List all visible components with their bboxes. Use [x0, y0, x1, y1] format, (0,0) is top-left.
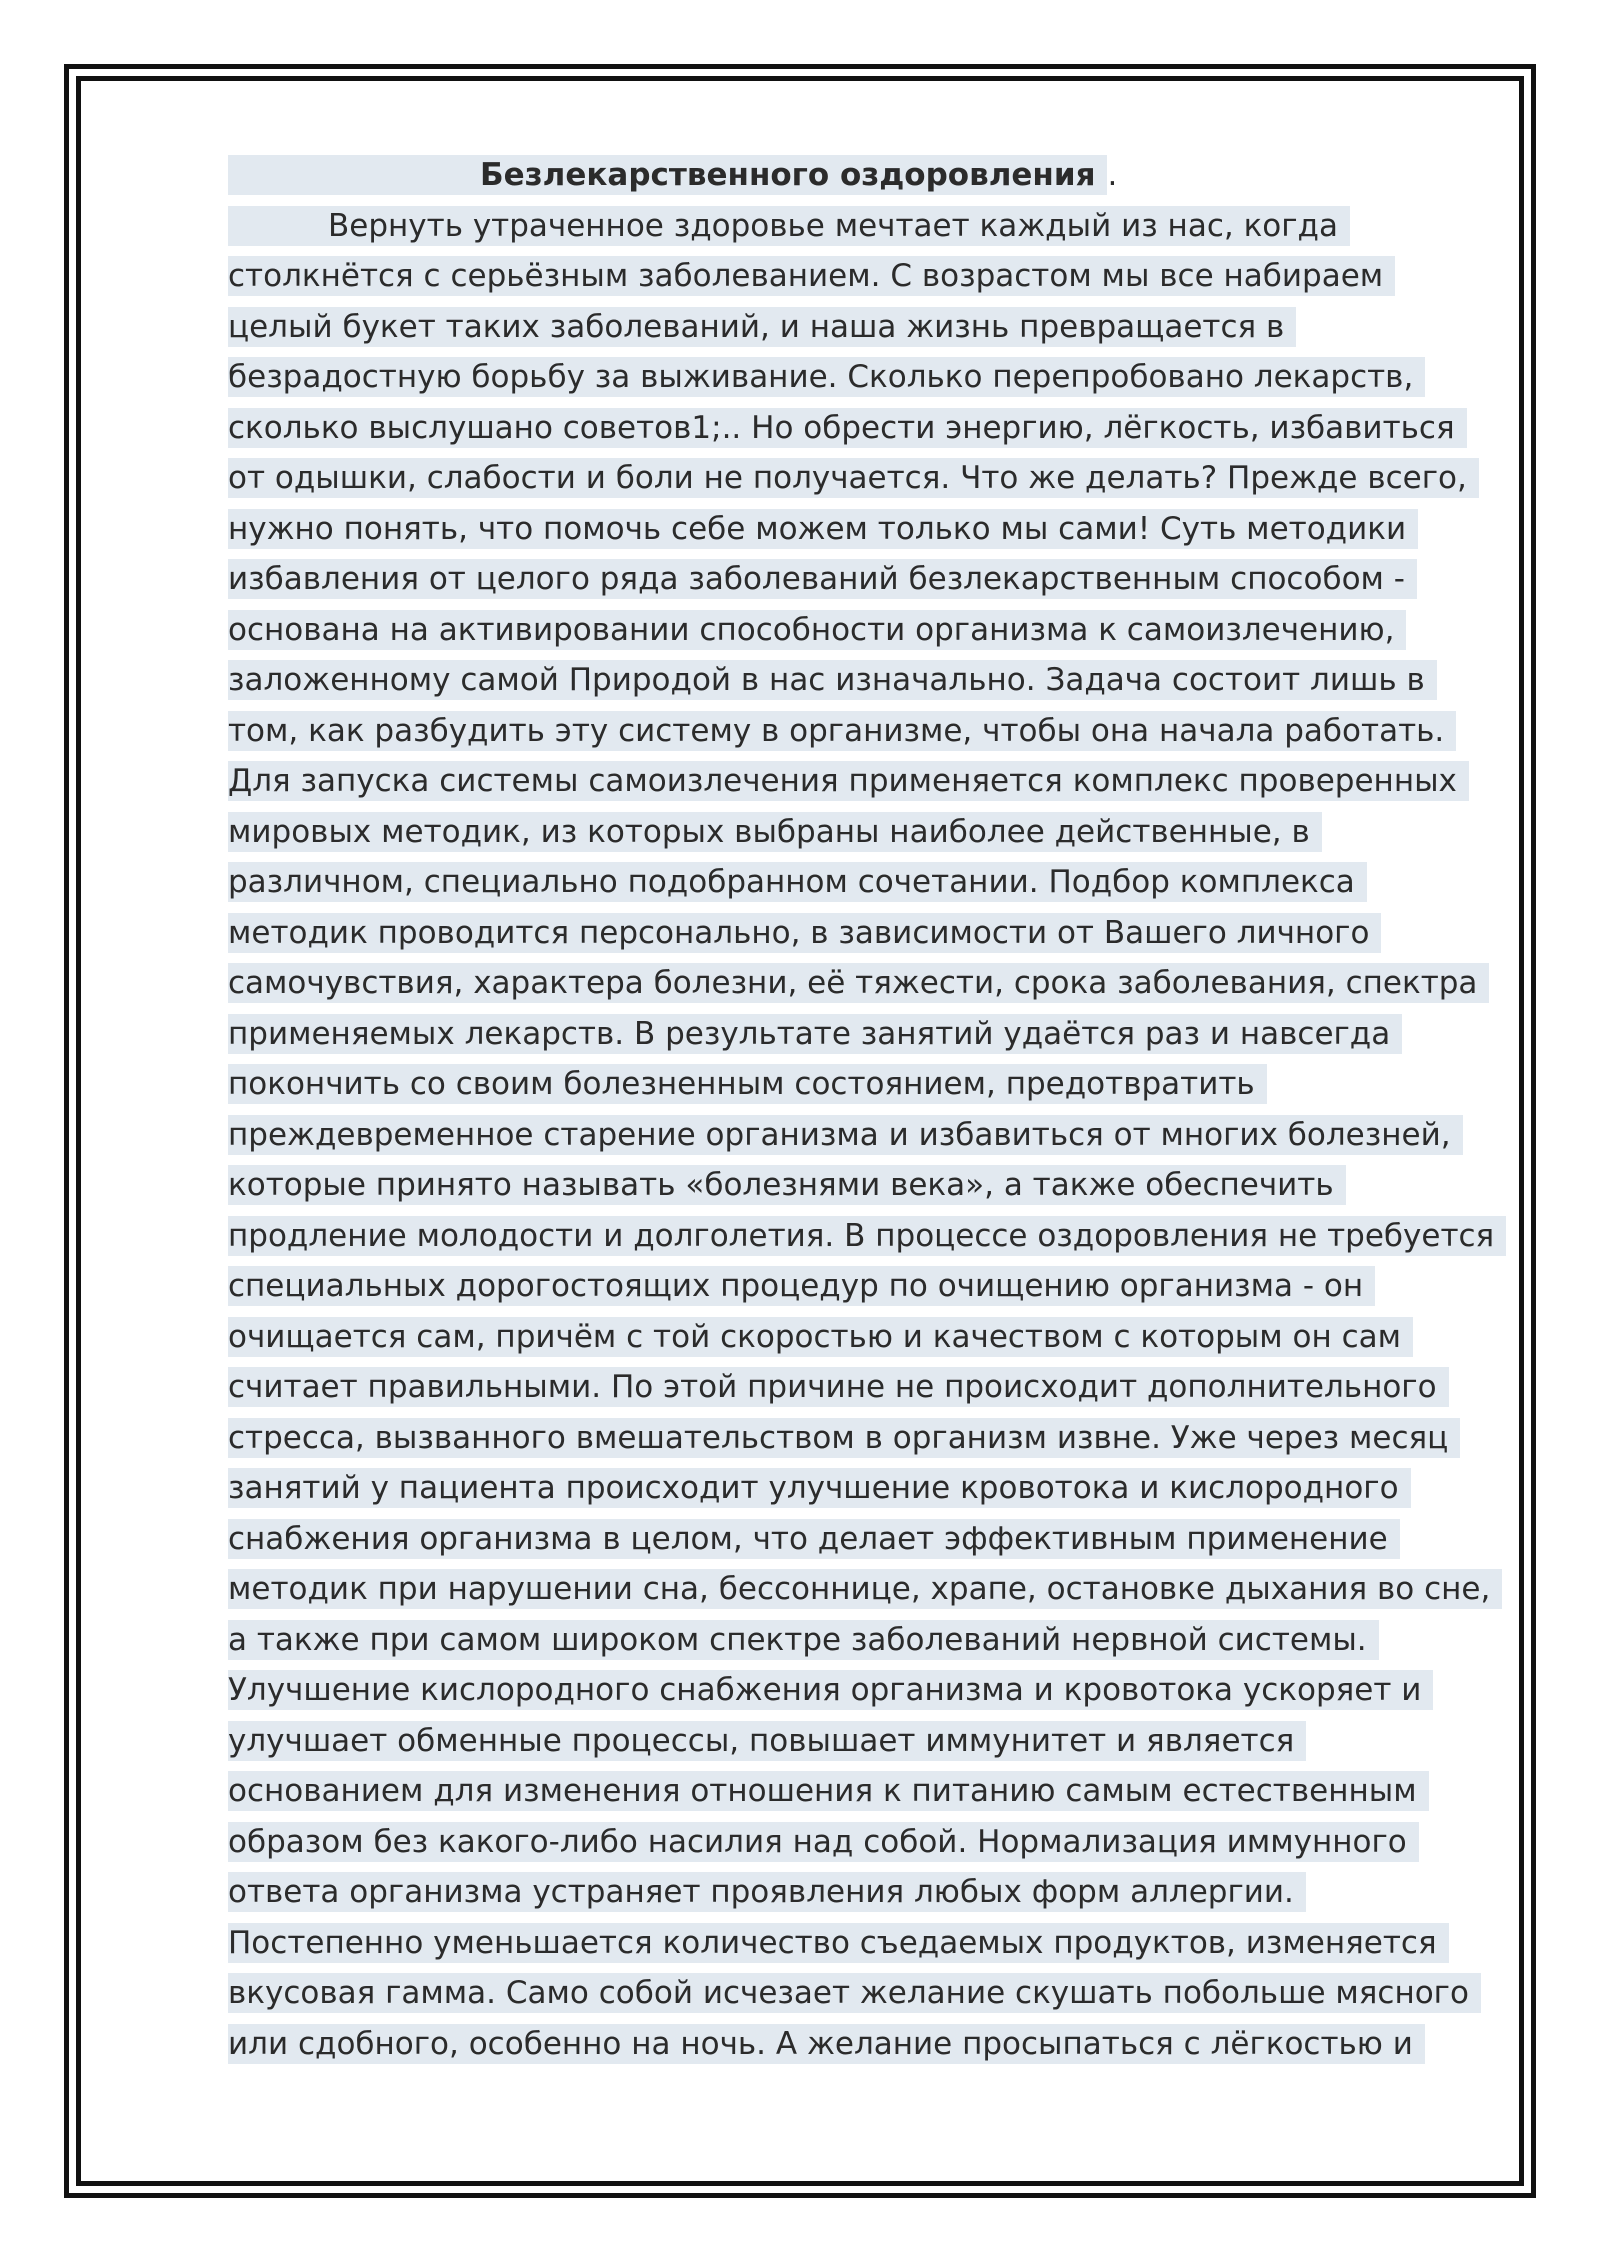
text-line [228, 1413, 1488, 1464]
text-line-highlight [228, 1064, 1267, 1104]
text-line [228, 1312, 1488, 1363]
text-line-highlight [228, 1519, 1400, 1559]
text-line [228, 1261, 1488, 1312]
text-line-content: нужно понять, что помочь себе можем только мы сами! Суть методики [228, 510, 1407, 547]
text-line-content: избавления от целого ряда заболеваний безлекарственным способом - [228, 561, 1405, 598]
text-line-content: Вернуть утраченное здоровье мечтает каждый из нас, когда [328, 207, 1338, 244]
text-line-highlight [228, 1620, 1379, 1660]
text-line-content: а также при самом широком спектре заболеваний нервной системы. [228, 1621, 1367, 1658]
text-line-content: преждевременное старение организма и избавиться от многих болезней, [228, 1116, 1451, 1153]
text-line [228, 2019, 1488, 2070]
text-line-content: методик проводится персонально, в зависимости от Вашего личного [228, 914, 1370, 951]
title-period: . [1107, 157, 1118, 194]
text-line [228, 1766, 1488, 1817]
paragraph [228, 201, 1495, 2070]
title-highlight [228, 155, 1107, 195]
text-line [228, 1463, 1488, 1514]
text-line [228, 958, 1488, 1009]
text-line [228, 1160, 1488, 1211]
text-line [228, 908, 1488, 959]
text-line-content: образом без какого-либо насилия над собой. Нормализация иммунного [228, 1823, 1407, 1860]
text-line [228, 1059, 1488, 1110]
text-line-highlight [228, 1115, 1463, 1155]
text-line [228, 1918, 1488, 1969]
text-line-highlight [228, 1468, 1411, 1508]
text-line-highlight [228, 1014, 1402, 1054]
text-line-highlight [228, 610, 1406, 650]
text-line [228, 706, 1488, 757]
text-line-content: ответа организма устраняет проявления любых форм аллергии. [228, 1874, 1294, 1911]
text-line [228, 352, 1488, 403]
text-line [228, 1615, 1488, 1666]
text-line [228, 1665, 1488, 1716]
text-line [228, 655, 1488, 706]
text-line [228, 1968, 1488, 2019]
text-line-highlight [228, 1216, 1506, 1256]
text-line-highlight [228, 1771, 1429, 1811]
text-line-highlight [228, 1923, 1449, 1963]
text-line [228, 201, 1488, 252]
text-line-content: самочувствия, характера болезни, её тяжести, срока заболевания, спектра [228, 965, 1478, 1002]
text-line-content: снабжения организма в целом, что делает эффективным применение [228, 1520, 1388, 1557]
text-line [228, 1362, 1488, 1413]
document-title-line [228, 150, 1488, 201]
text-line-highlight [228, 1872, 1306, 1912]
text-line-highlight [228, 963, 1489, 1003]
text-line-highlight [228, 357, 1425, 397]
text-line-highlight [228, 1973, 1481, 2013]
text-line [228, 1867, 1488, 1918]
text-line-highlight [228, 1822, 1419, 1862]
text-line-highlight [228, 307, 1296, 347]
text-line-highlight [228, 1317, 1413, 1357]
text-line-content: безрадостную борьбу за выживание. Сколько перепробовано лекарств, [228, 359, 1414, 396]
text-line-content: том, как разбудить эту систему в организме, чтобы она начала работать. [228, 712, 1445, 749]
text-line-highlight [228, 1418, 1460, 1458]
text-line-highlight [228, 913, 1381, 953]
text-line-content: покончить со своим болезненным состоянием, предотвратить [228, 1066, 1255, 1103]
text-line-highlight [228, 761, 1469, 801]
text-line [228, 1514, 1488, 1565]
text-line-content: заложенному самой Природой в нас изначально. Задача состоит лишь в [228, 662, 1425, 699]
text-line-highlight [228, 660, 1437, 700]
text-line [228, 251, 1488, 302]
text-line-content: сколько выслушано советов1;.. Но обрести энергию, лёгкость, избавиться [228, 409, 1455, 446]
text-line-content: применяемых лекарств. В результате занятий удаётся раз и навсегда [228, 1015, 1391, 1052]
text-line [228, 554, 1488, 605]
text-line [228, 1211, 1495, 1262]
text-line-highlight [228, 1569, 1502, 1609]
document-body [228, 150, 1495, 2069]
text-line-highlight [228, 2024, 1425, 2064]
text-line-content: различном, специально подобранном сочетании. Подбор комплекса [228, 864, 1355, 901]
text-line-content: мировых методик, из которых выбраны наиболее действенные, в [228, 813, 1310, 850]
text-line [228, 1110, 1488, 1161]
text-line-highlight [228, 509, 1418, 549]
text-line-highlight [228, 256, 1395, 296]
text-line [228, 403, 1488, 454]
text-line-highlight [228, 812, 1322, 852]
text-line-content: продление молодости и долголетия. В процессе оздоровления не требуется [228, 1217, 1495, 1254]
document-title: Безлекарственного оздоровления [480, 157, 1096, 194]
text-line-highlight [228, 1721, 1306, 1761]
text-line-content: Постепенно уменьшается количество съедаемых продуктов, изменяется [228, 1924, 1437, 1961]
text-line-content: основанием для изменения отношения к питанию самым естественным [228, 1773, 1417, 1810]
text-line-content: столкнётся с серьёзным заболеванием. С возрастом мы все набираем [228, 258, 1384, 295]
text-line-content: методик при нарушении сна, бессоннице, храпе, остановке дыхания во сне, [228, 1571, 1491, 1608]
text-line [228, 1817, 1488, 1868]
text-line-content: которые принято называть «болезнями века», а также обеспечить [228, 1167, 1334, 1204]
text-line [228, 504, 1488, 555]
text-line-content: очищается сам, причём с той скоростью и качеством с которым он сам [228, 1318, 1401, 1355]
text-line-content: занятий у пациента происходит улучшение кровотока и кислородного [228, 1470, 1399, 1507]
text-line-content: вкусовая гамма. Само собой исчезает желание скушать побольше мясного [228, 1975, 1469, 2012]
text-line [228, 605, 1488, 656]
text-line-content: считает правильными. По этой причине не происходит дополнительного [228, 1369, 1437, 1406]
text-line-highlight [228, 1165, 1346, 1205]
text-line [228, 857, 1488, 908]
text-line-content: стресса, вызванного вмешательством в организм извне. Уже через месяц [228, 1419, 1449, 1456]
text-line [228, 453, 1488, 504]
text-line-highlight [228, 862, 1367, 902]
text-line-highlight [228, 559, 1417, 599]
text-line [228, 1564, 1491, 1615]
text-line-highlight [228, 711, 1456, 751]
text-line-content: Для запуска системы самоизлечения применяется комплекс проверенных [228, 763, 1457, 800]
text-line-highlight [228, 408, 1467, 448]
text-line [228, 1009, 1488, 1060]
text-line-highlight [228, 1266, 1375, 1306]
text-line-content: целый букет таких заболеваний, и наша жизнь превращается в [228, 308, 1285, 345]
text-line-highlight [228, 1670, 1433, 1710]
text-line [228, 302, 1488, 353]
text-line-content: специальных дорогостоящих процедур по очищению организма - он [228, 1268, 1364, 1305]
text-line-highlight [228, 1367, 1449, 1407]
text-line [228, 807, 1488, 858]
text-line-content: Улучшение кислородного снабжения организма и кровотока ускоряет и [228, 1672, 1422, 1709]
text-line [228, 756, 1488, 807]
text-line-content: улучшает обменные процессы, повышает иммунитет и является [228, 1722, 1295, 1759]
text-line-content: или сдобного, особенно на ночь. А желание просыпаться с лёгкостью и [228, 2025, 1413, 2062]
text-line-highlight [228, 458, 1479, 498]
text-line-content: основана на активировании способности организма к самоизлечению, [228, 611, 1395, 648]
text-line-content: от одышки, слабости и боли не получается. Что же делать? Прежде всего, [228, 460, 1467, 497]
text-line [228, 1716, 1488, 1767]
text-line-highlight [228, 206, 1350, 246]
